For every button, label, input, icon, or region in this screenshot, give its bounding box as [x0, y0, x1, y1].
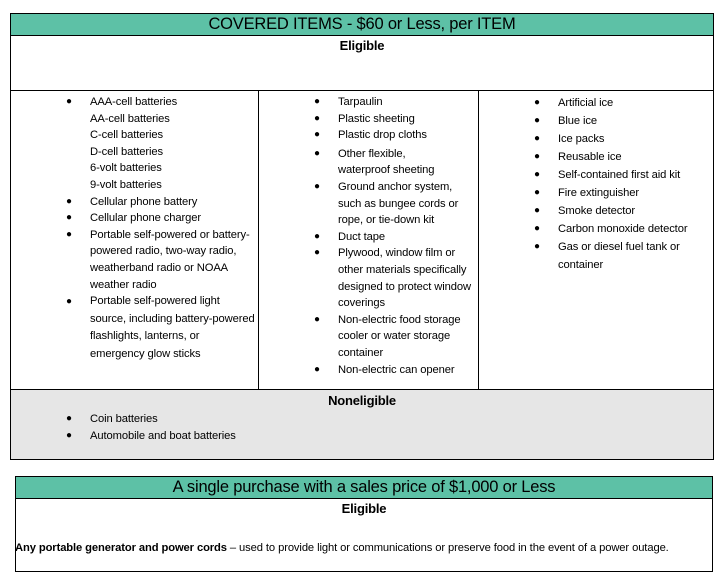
bullet-icon: ●: [314, 363, 320, 375]
eligible-heading: Eligible: [339, 38, 385, 53]
list-item: ● Artificial ice: [558, 94, 713, 112]
eligible-columns: [11, 91, 713, 390]
bullet-icon: ●: [66, 212, 72, 224]
bullet-icon: ●: [534, 133, 540, 144]
bullet-icon: ●: [66, 96, 72, 107]
list-item: ● Carbon monoxide detector: [558, 220, 713, 238]
list-item: ● Reusable ice: [558, 148, 713, 166]
bullet-icon: ●: [534, 205, 540, 216]
covered-items-title: COVERED ITEMS - $60 or Less, per ITEM: [11, 14, 713, 36]
generator-item-bold: Any portable generator and power cords: [15, 542, 227, 554]
list-subline: D-cell batteries: [90, 145, 164, 158]
bullet-icon: ●: [314, 247, 320, 259]
list-item: ● Portable self-powered or battery-powered radio, two-way radio, weatherband radio or NOAA weather radio: [66, 228, 250, 291]
bullet-icon: ●: [534, 169, 540, 180]
bullet-icon: ●: [534, 187, 540, 198]
list-item: ● Non-electric can opener: [338, 362, 479, 379]
list-subline: 6-volt batteries: [90, 162, 162, 175]
single-purchase-table: [15, 476, 713, 572]
noneligible-section: [11, 390, 713, 459]
list-item: ● Other flexible, waterproof sheeting: [314, 147, 435, 177]
list-item: ● Cellular phone charger: [90, 210, 258, 227]
list-item: ● Gas or diesel fuel tank or container: [558, 238, 703, 274]
covered-items-table: [10, 13, 714, 460]
noneligible-heading: Noneligible: [328, 393, 396, 408]
list-item: ● AAA-cell batteries: [90, 94, 258, 111]
column-sheeting: [258, 91, 478, 389]
bullet-icon: ●: [534, 241, 540, 252]
bullet-icon: ●: [66, 195, 72, 207]
list-subline: AA-cell batteries: [90, 112, 170, 125]
bullet-icon: ●: [534, 223, 540, 234]
list-item: ● Plastic sheeting: [338, 111, 478, 128]
list-item: ● Portable self-powered light source, including battery-powered flashlights, lanterns, or emergency glow sticks: [66, 295, 255, 360]
list-item: ● Duct tape: [338, 229, 478, 246]
eligible-heading: Eligible: [341, 501, 387, 516]
bullet-icon: ●: [66, 413, 72, 424]
bullet-icon: ●: [66, 228, 72, 240]
bullet-icon: ●: [314, 230, 320, 242]
list-item: ● Fire extinguisher: [558, 184, 713, 202]
bullet-icon: ●: [314, 147, 320, 159]
list-item: ● Coin batteries: [90, 411, 713, 428]
bullet-icon: ●: [314, 313, 320, 325]
list-item: ● Plywood, window film or other materials specifically designed to protect window coverings: [314, 247, 471, 310]
bullet-icon: ●: [534, 151, 540, 162]
eligible-row: [16, 499, 712, 519]
list-item: ● Non-electric food storage cooler or water storage container: [314, 313, 461, 359]
list-item: ● Cellular phone battery: [90, 194, 258, 211]
list-item: ● Smoke detector: [558, 202, 713, 220]
column-safety: [478, 91, 713, 389]
list-item: ● Automobile and boat batteries: [90, 428, 713, 445]
list-subline: 9-volt batteries: [90, 178, 162, 191]
column-batteries: [11, 91, 258, 389]
bullet-icon: ●: [66, 429, 72, 441]
list-subline: C-cell batteries: [90, 129, 164, 142]
bullet-icon: ●: [66, 296, 72, 308]
list-item: ● Tarpaulin: [338, 94, 478, 111]
list-item: ● Plastic drop cloths: [338, 127, 478, 144]
list-item: ● Blue ice: [558, 112, 713, 130]
bullet-icon: ●: [314, 112, 320, 124]
eligible-row: [11, 36, 713, 91]
generator-item-description: – used to provide light or communications or preserve food in the event of a power outage.: [226, 542, 669, 554]
bullet-icon: ●: [314, 96, 320, 107]
list-item: ● Ground anchor system, such as bungee cords or rope, or tie-down kit: [314, 180, 459, 227]
single-purchase-title: A single purchase with a sales price of $1,000 or Less: [16, 477, 712, 499]
bullet-icon: ●: [534, 97, 540, 108]
bullet-icon: ●: [534, 115, 540, 126]
list-item: ● Ice packs: [558, 130, 713, 148]
generator-item: [15, 519, 712, 557]
bullet-icon: ●: [314, 180, 320, 192]
list-item: ● Self-contained first aid kit: [558, 166, 713, 184]
bullet-icon: ●: [314, 129, 320, 141]
